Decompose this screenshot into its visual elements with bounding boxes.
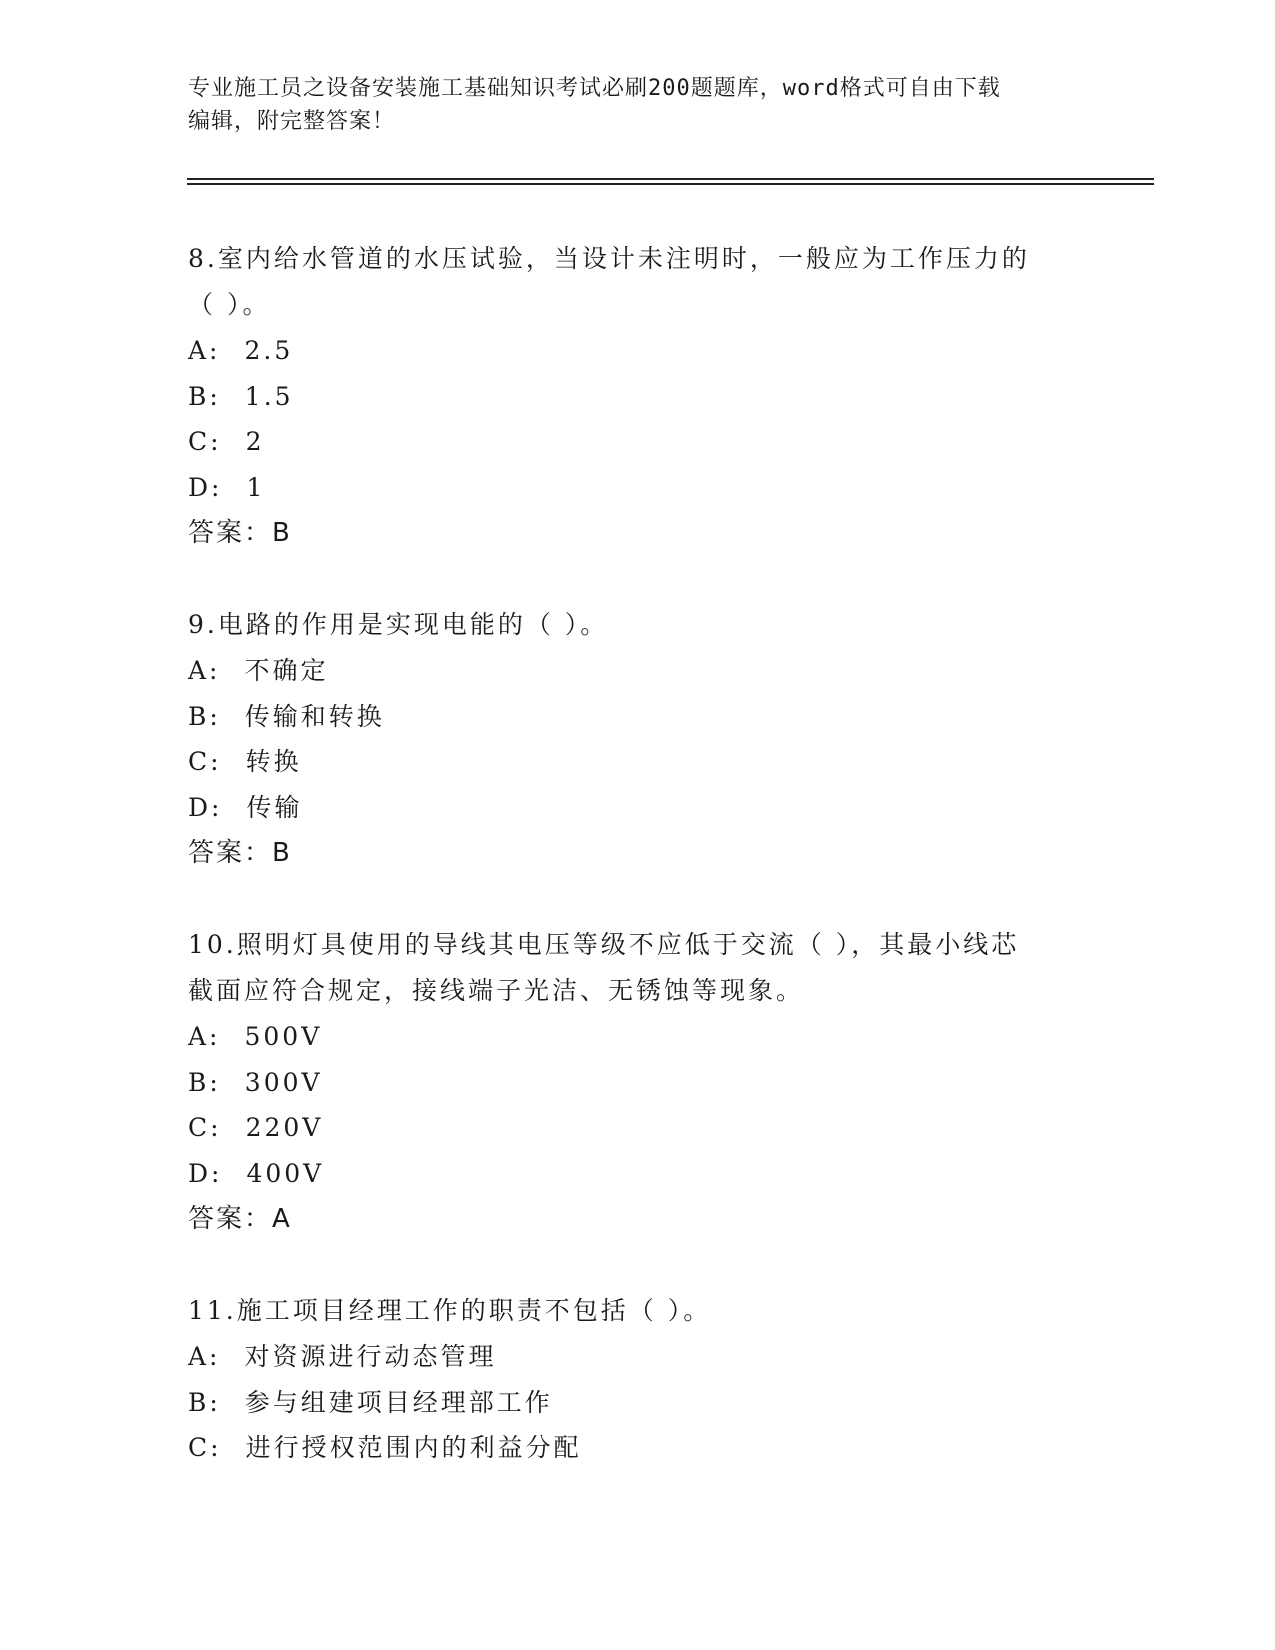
- question-stem-line-1: 11.施工项目经理工作的职责不包括（ ）。: [188, 1296, 712, 1325]
- option-text: 传输和转换: [244, 701, 385, 731]
- option-text: 参与组建项目经理部工作: [244, 1387, 553, 1417]
- option-b: [188, 374, 1088, 420]
- option-b: [188, 1060, 1088, 1106]
- option-letter: B:: [188, 1387, 221, 1417]
- option-a: [188, 1334, 1088, 1380]
- option-letter: A:: [188, 1342, 221, 1371]
- option-letter: D:: [188, 792, 223, 822]
- option-letter: C:: [188, 747, 222, 776]
- option-b: [188, 694, 1088, 740]
- option-letter: B:: [188, 1067, 221, 1097]
- question-9: [188, 602, 1088, 876]
- option-letter: C:: [188, 1433, 222, 1462]
- question-stem: [188, 1288, 1088, 1334]
- option-letter: D:: [188, 1158, 223, 1188]
- option-text: 2: [245, 427, 265, 456]
- option-text: 220V: [245, 1113, 324, 1142]
- option-letter: C:: [188, 1113, 222, 1142]
- option-a: [188, 328, 1088, 374]
- question-list: [188, 236, 1088, 1517]
- question-stem-line-2: 截面应符合规定，接线端子光洁、无锈蚀等现象。: [188, 976, 805, 1005]
- option-letter: A:: [188, 1022, 221, 1051]
- option-c: [188, 739, 1088, 785]
- option-c: [188, 419, 1088, 465]
- option-letter: B:: [188, 381, 221, 411]
- option-text: 2.5: [244, 336, 294, 365]
- question-stem: [188, 602, 1088, 648]
- option-text: 1.5: [244, 381, 294, 411]
- option-text: 400V: [246, 1158, 325, 1188]
- option-text: 传输: [246, 792, 303, 822]
- option-a: [188, 648, 1088, 694]
- answer-line: 答案：A: [188, 1204, 292, 1234]
- option-c: [188, 1105, 1088, 1151]
- option-c: [188, 1425, 1088, 1471]
- header-title-line-1: 专业施工员之设备安装施工基础知识考试必刷200题题库，word格式可自由下载: [188, 76, 1001, 101]
- option-text: 500V: [244, 1022, 323, 1051]
- option-a: [188, 1014, 1088, 1060]
- option-letter: A:: [188, 656, 221, 685]
- answer-line: 答案：B: [188, 518, 292, 548]
- option-text: 300V: [244, 1067, 323, 1097]
- document-header: [188, 72, 1088, 138]
- option-d: [188, 785, 1088, 831]
- question-stem: [188, 236, 1088, 328]
- question-stem-line-1: 9.电路的作用是实现电能的（ ）。: [188, 610, 609, 639]
- option-letter: B:: [188, 701, 221, 731]
- option-text: 不确定: [244, 656, 329, 685]
- question-stem-line-2: （ ）。: [188, 290, 271, 319]
- header-title-line-2: 编辑，附完整答案！: [188, 109, 396, 134]
- option-b: [188, 1380, 1088, 1426]
- question-11: [188, 1288, 1088, 1471]
- answer-line: 答案：B: [188, 838, 292, 868]
- question-stem-line-1: 8.室内给水管道的水压试验，当设计未注明时，一般应为工作压力的: [188, 244, 1030, 273]
- header-divider-top: [187, 178, 1154, 180]
- option-text: 转换: [245, 747, 302, 776]
- option-letter: D:: [188, 472, 223, 502]
- question-stem-line-1: 10.照明灯具使用的导线其电压等级不应低于交流（ ），其最小线芯: [188, 930, 1020, 959]
- option-text: 对资源进行动态管理: [244, 1342, 497, 1371]
- option-letter: A:: [188, 336, 221, 365]
- header-divider-bottom: [187, 183, 1154, 185]
- option-d: [188, 465, 1088, 511]
- option-letter: C:: [188, 427, 222, 456]
- option-text: 1: [246, 472, 266, 502]
- option-text: 进行授权范围内的利益分配: [245, 1433, 582, 1462]
- question-8: [188, 236, 1088, 556]
- question-stem: [188, 922, 1088, 1014]
- option-d: [188, 1151, 1088, 1197]
- question-10: [188, 922, 1088, 1242]
